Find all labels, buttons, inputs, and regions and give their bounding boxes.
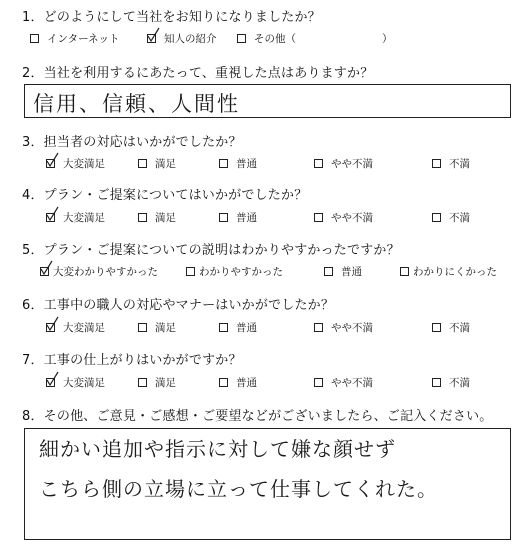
- q6-option-label: 満足: [155, 322, 176, 334]
- q1-option-label: その他（: [254, 33, 296, 45]
- checkbox[interactable]: [219, 378, 228, 387]
- q4-option[interactable]: [432, 210, 470, 225]
- question-3-options: [0, 156, 527, 172]
- q1-other-close: [382, 31, 393, 46]
- q6-option[interactable]: [138, 320, 176, 335]
- q5-option[interactable]: [40, 264, 158, 279]
- check-mark-icon: [46, 206, 60, 222]
- check-mark-icon: [46, 316, 60, 332]
- checkbox[interactable]: [432, 159, 441, 168]
- q7-option[interactable]: [432, 375, 470, 390]
- checkbox[interactable]: [138, 159, 147, 168]
- q5-option-label: わかりやすかった: [199, 266, 283, 278]
- q3-option-label: 満足: [155, 158, 176, 170]
- question-1-title: 1．どのようにして当社をお知りになりましたか？: [22, 10, 321, 25]
- q7-option[interactable]: [46, 375, 105, 390]
- question-8-title: 8．その他、ご意見・ご感想・ご要望などがございましたら、ご記入ください。: [22, 409, 493, 424]
- checkbox[interactable]: [432, 213, 441, 222]
- question-6-title: 6．工事中の職人の対応やマナーはいかがでしたか？: [22, 298, 335, 313]
- q6-option[interactable]: [314, 320, 373, 335]
- checkbox[interactable]: [314, 213, 323, 222]
- question-7-options: [0, 375, 527, 391]
- q3-option[interactable]: [138, 156, 176, 171]
- q3-option-label: 大変満足: [63, 158, 105, 170]
- question-2-answer-box[interactable]: [24, 84, 511, 118]
- question-5-title: 5．プラン・ご提案についての説明はわかりやすかったですか？: [22, 243, 400, 258]
- checkbox[interactable]: [30, 34, 39, 43]
- question-7-title: 7．工事の仕上がりはいかがですか？: [22, 353, 242, 368]
- q7-option-label: 普通: [236, 377, 257, 389]
- q4-option-label: やや不満: [331, 212, 373, 224]
- question-3-title: 3．担当者の対応はいかがでしたか？: [22, 135, 242, 150]
- checkbox[interactable]: [40, 267, 49, 276]
- question-4-options: [0, 210, 527, 226]
- q4-option-label: 不満: [449, 212, 470, 224]
- checkbox[interactable]: [324, 267, 333, 276]
- q7-option[interactable]: [138, 375, 176, 390]
- checkbox[interactable]: [219, 323, 228, 332]
- q5-option[interactable]: [400, 264, 497, 279]
- q6-option[interactable]: [432, 320, 470, 335]
- q7-option-label: 不満: [449, 377, 470, 389]
- q7-option[interactable]: [219, 375, 257, 390]
- question-8-answer-line: こちら側の立場に立って仕事してくれた。: [39, 477, 438, 501]
- q3-option[interactable]: [432, 156, 470, 171]
- q3-option[interactable]: [219, 156, 257, 171]
- question-4-title: 4．プラン・ご提案についてはいかがでしたか？: [22, 188, 308, 203]
- checkbox[interactable]: [138, 213, 147, 222]
- q6-option-label: 不満: [449, 322, 470, 334]
- checkbox[interactable]: [219, 213, 228, 222]
- q6-option[interactable]: [46, 320, 105, 335]
- check-mark-icon: [46, 371, 60, 387]
- q5-option-label: わかりにくかった: [413, 266, 497, 278]
- q3-option[interactable]: [46, 156, 105, 171]
- q6-option-label: やや不満: [331, 322, 373, 334]
- q5-option[interactable]: [186, 264, 283, 279]
- q6-option-label: 普通: [236, 322, 257, 334]
- check-mark-icon: [40, 260, 54, 276]
- question-6-options: [0, 320, 527, 336]
- q7-option-label: やや不満: [331, 377, 373, 389]
- q3-option-label: やや不満: [331, 158, 373, 170]
- q6-option-label: 大変満足: [63, 322, 105, 334]
- checkbox[interactable]: [432, 378, 441, 387]
- q1-option-label: 知人の紹介: [164, 33, 217, 45]
- q5-option[interactable]: [324, 264, 362, 279]
- q1-option[interactable]: [30, 31, 120, 46]
- checkbox[interactable]: [314, 323, 323, 332]
- checkbox[interactable]: [186, 267, 195, 276]
- q3-option[interactable]: [314, 156, 373, 171]
- check-mark-icon: [147, 27, 161, 43]
- q5-option-label: 大変わかりやすかった: [53, 266, 158, 278]
- q4-option[interactable]: [46, 210, 105, 225]
- checkbox[interactable]: [138, 378, 147, 387]
- checkbox[interactable]: [46, 323, 55, 332]
- checkbox[interactable]: [219, 159, 228, 168]
- q4-option-label: 大変満足: [63, 212, 105, 224]
- checkbox[interactable]: [400, 267, 409, 276]
- q4-option-label: 普通: [236, 212, 257, 224]
- q4-option[interactable]: [138, 210, 176, 225]
- q3-option-label: 不満: [449, 158, 470, 170]
- q4-option[interactable]: [219, 210, 257, 225]
- checkbox[interactable]: [314, 378, 323, 387]
- q7-option-label: 満足: [155, 377, 176, 389]
- q3-option-label: 普通: [236, 158, 257, 170]
- question-8-answer-box[interactable]: [24, 428, 511, 540]
- checkbox[interactable]: [237, 34, 246, 43]
- checkbox[interactable]: [147, 34, 156, 43]
- paren-close: ）: [382, 33, 393, 45]
- question-2-title: 2．当社を利用するにあたって、重視した点はありますか？: [22, 66, 374, 81]
- q7-option[interactable]: [314, 375, 373, 390]
- q6-option[interactable]: [219, 320, 257, 335]
- q7-option-label: 大変満足: [63, 377, 105, 389]
- q5-option-label: 普通: [341, 266, 362, 278]
- checkbox[interactable]: [432, 323, 441, 332]
- q1-option[interactable]: [147, 31, 217, 46]
- q4-option[interactable]: [314, 210, 373, 225]
- checkbox[interactable]: [46, 378, 55, 387]
- checkbox[interactable]: [314, 159, 323, 168]
- question-2-answer: 信用、信頼、人間性: [33, 92, 240, 116]
- question-5-options: [0, 264, 527, 280]
- checkbox[interactable]: [138, 323, 147, 332]
- q4-option-label: 満足: [155, 212, 176, 224]
- check-mark-icon: [46, 152, 60, 168]
- q1-option[interactable]: [237, 31, 296, 46]
- q1-option-label: インターネット: [47, 33, 120, 45]
- checkbox[interactable]: [46, 159, 55, 168]
- question-1-options: [0, 31, 527, 47]
- question-8-answer-line: 細かい追加や指示に対して嫌な顔せず: [39, 437, 396, 461]
- checkbox[interactable]: [46, 213, 55, 222]
